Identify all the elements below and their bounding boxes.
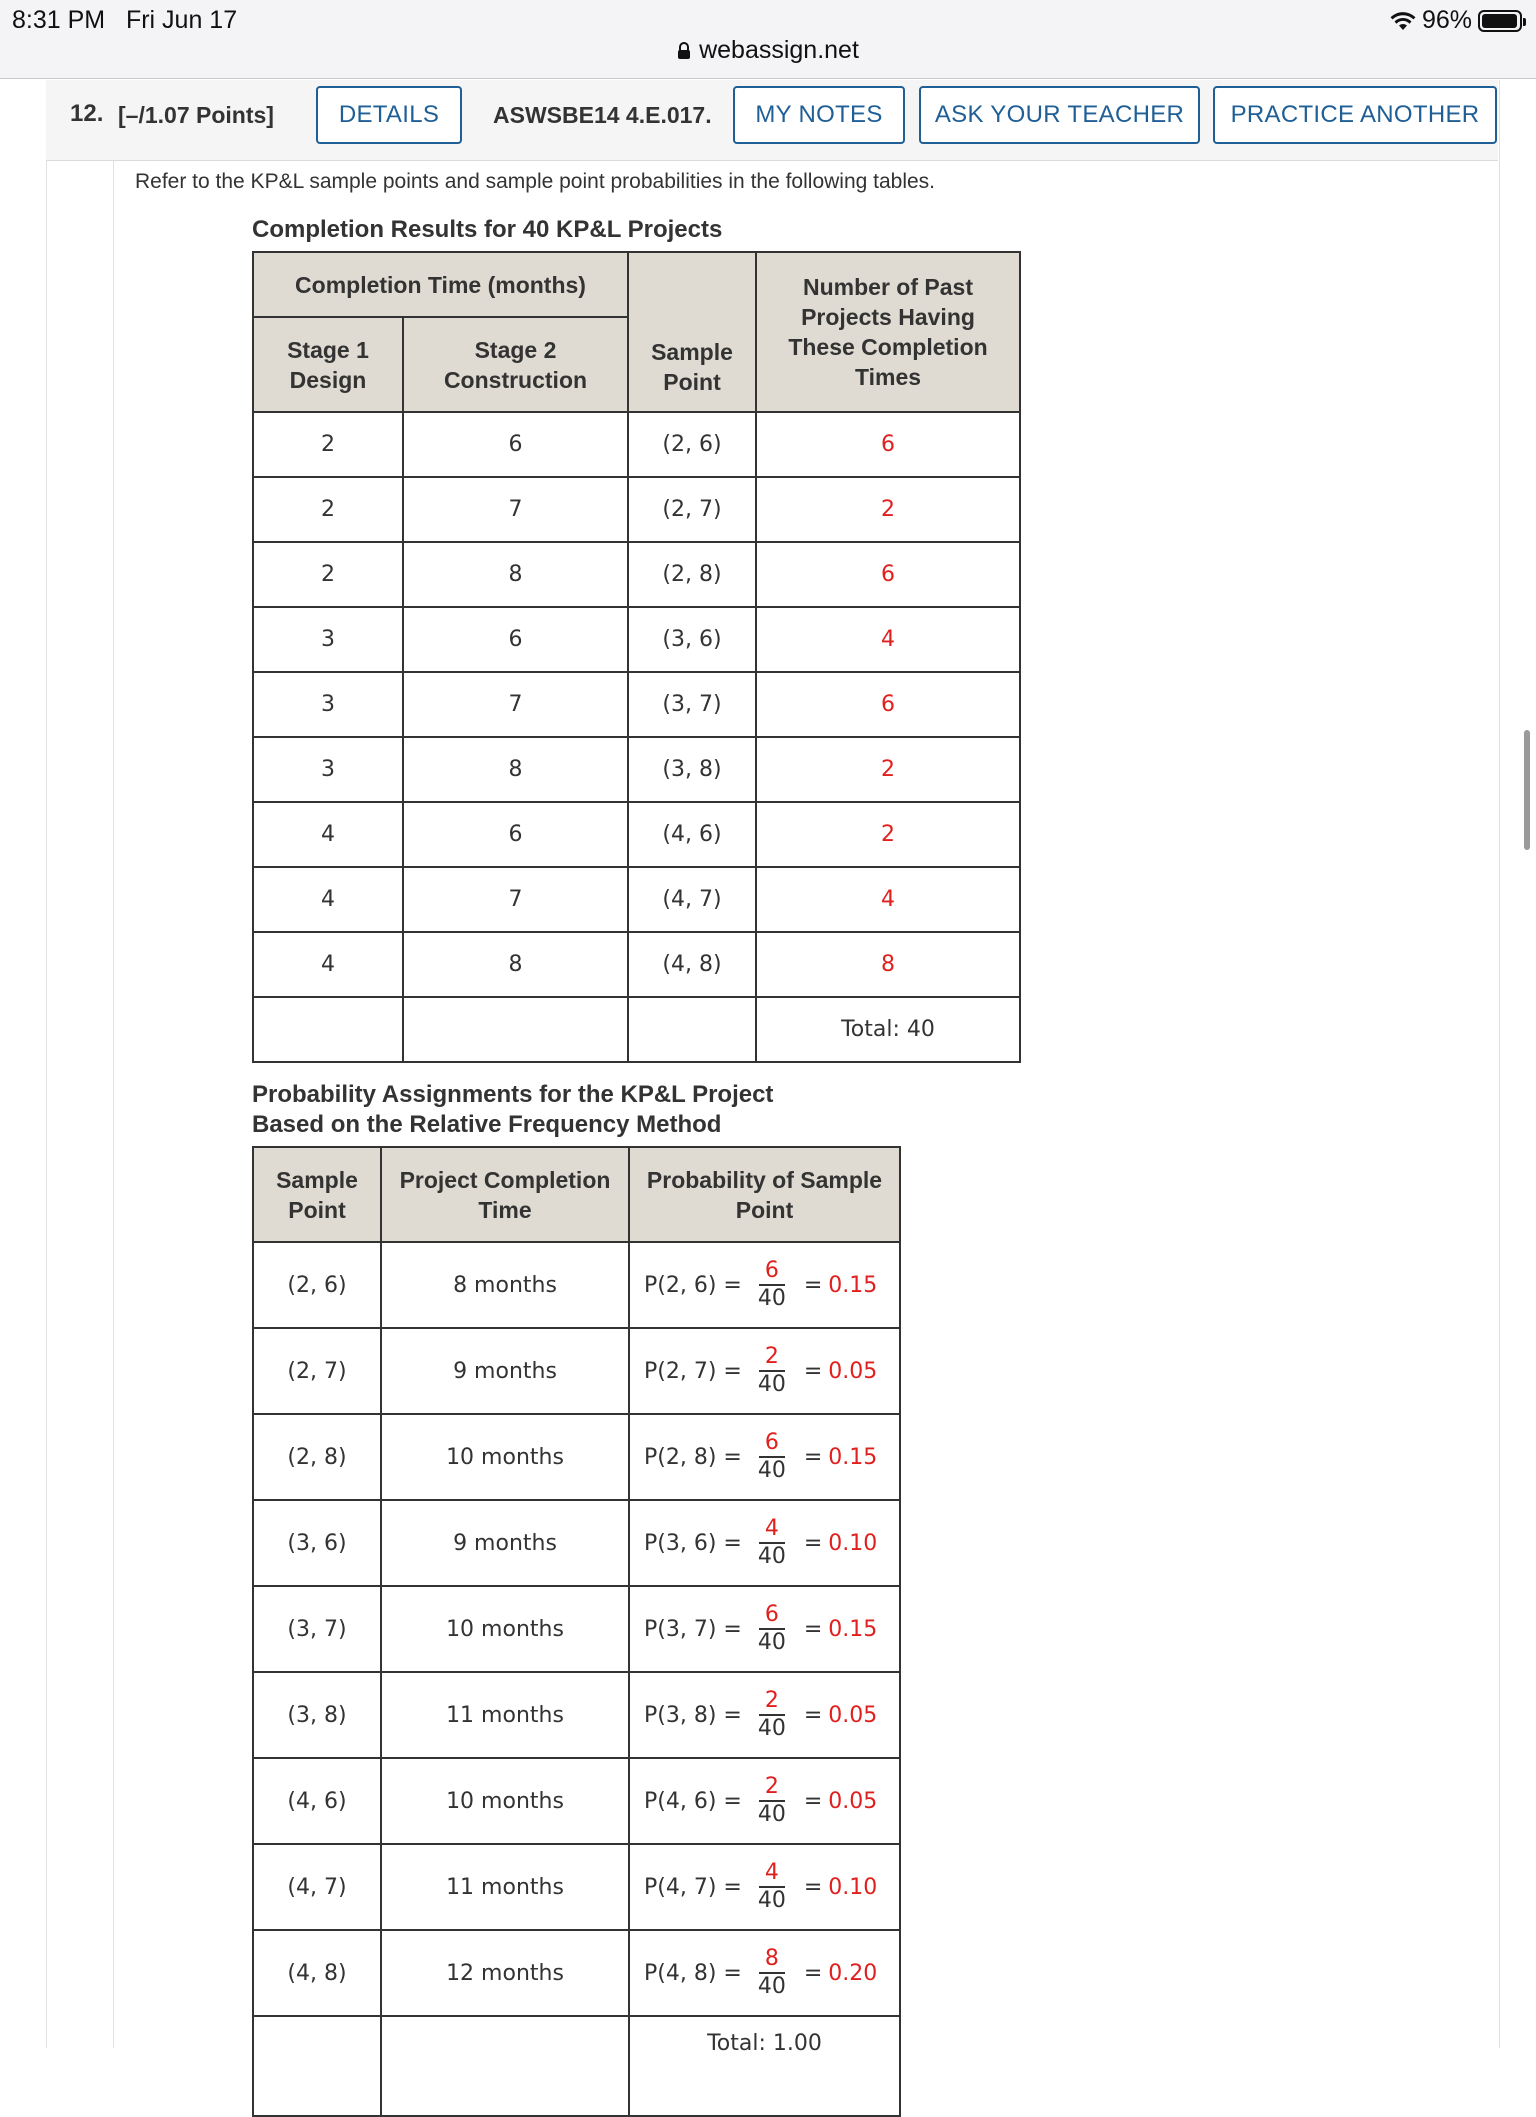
probability-cell	[629, 1844, 900, 1930]
total-probability: Total: 1.00	[629, 2016, 900, 2116]
fraction-numerator: 2	[759, 1344, 785, 1372]
table-row	[253, 1586, 900, 1672]
equals-sign: =	[803, 1358, 823, 1384]
stage2-cell: 6	[403, 607, 628, 672]
probability-label: P(3, 8) =	[644, 1702, 742, 1728]
fraction-numerator: 6	[759, 1602, 785, 1630]
empty-cell	[253, 997, 403, 1062]
empty-cell	[253, 2016, 381, 2116]
fraction-numerator: 2	[759, 1688, 785, 1716]
empty-cell	[628, 997, 756, 1062]
fraction	[752, 1344, 792, 1398]
probability-value: 0.20	[828, 1960, 878, 1986]
probability-label: P(2, 8) =	[644, 1444, 742, 1470]
fraction-numerator: 6	[759, 1258, 785, 1286]
table-row-total	[253, 2016, 900, 2116]
sample-point-cell: (2, 8)	[253, 1414, 381, 1500]
stage1-header: Stage 1 Design	[253, 317, 403, 412]
probability-cell	[629, 1758, 900, 1844]
date: Fri Jun 17	[125, 6, 238, 34]
table-row-total	[253, 997, 1020, 1062]
probability-cell	[629, 1500, 900, 1586]
probability-expression	[630, 1516, 877, 1570]
probability-label: P(4, 7) =	[644, 1874, 742, 1900]
clock: 8:31 PM	[12, 6, 106, 34]
sample-point-cell: (2, 6)	[628, 412, 756, 477]
completion-time-cell: 9 months	[381, 1328, 629, 1414]
probability-cell	[629, 1586, 900, 1672]
probability-expression	[630, 1946, 877, 2000]
probability-value: 0.10	[828, 1874, 878, 1900]
completion-results-table	[252, 251, 1021, 1063]
fraction	[752, 1602, 792, 1656]
url-bar[interactable]	[0, 36, 1536, 65]
completion-time-cell: 11 months	[381, 1672, 629, 1758]
table-row	[253, 607, 1020, 672]
sample-point-cell: (3, 6)	[253, 1500, 381, 1586]
sample-point-cell: (2, 6)	[253, 1242, 381, 1328]
fraction-numerator: 6	[759, 1430, 785, 1458]
probability-label: P(3, 7) =	[644, 1616, 742, 1642]
probability-expression	[630, 1688, 877, 1742]
stage1-cell: 3	[253, 672, 403, 737]
stage1-cell: 4	[253, 867, 403, 932]
stage2-cell: 7	[403, 672, 628, 737]
my-notes-button[interactable]: MY NOTES	[733, 86, 905, 144]
equals-sign: =	[803, 1960, 823, 1986]
url-text: webassign.net	[699, 36, 859, 64]
stage1-cell: 2	[253, 542, 403, 607]
sample-point-cell: (2, 7)	[628, 477, 756, 542]
fraction	[752, 1258, 792, 1312]
completion-time-header: Project Completion Time	[381, 1147, 629, 1242]
completion-time-header: Completion Time (months)	[253, 252, 628, 317]
fraction	[752, 1774, 792, 1828]
equals-sign: =	[803, 1530, 823, 1556]
practice-another-button[interactable]: PRACTICE ANOTHER	[1213, 86, 1497, 144]
fraction-numerator: 2	[759, 1774, 785, 1802]
probability-value: 0.15	[828, 1444, 878, 1470]
sample-point-cell: (3, 8)	[253, 1672, 381, 1758]
sample-point-cell: (4, 6)	[253, 1758, 381, 1844]
table2-caption	[252, 1080, 773, 1140]
project-count-cell: 4	[756, 867, 1020, 932]
probability-cell	[629, 1930, 900, 2016]
question-intro: Refer to the KP&L sample points and sample point probabilities in the following tables.	[135, 170, 936, 193]
table2-caption-line2: Based on the Relative Frequency Method	[252, 1111, 722, 1138]
project-count-cell: 2	[756, 737, 1020, 802]
question-points: [–/1.07 Points]	[118, 102, 274, 128]
completion-time-cell: 10 months	[381, 1758, 629, 1844]
probability-expression	[630, 1344, 877, 1398]
status-time	[12, 6, 237, 35]
stage2-cell: 6	[403, 412, 628, 477]
fraction-denominator: 40	[757, 1802, 786, 1827]
sample-point-cell: (3, 8)	[628, 737, 756, 802]
fraction-denominator: 40	[757, 1630, 786, 1655]
table-row	[253, 737, 1020, 802]
stage2-cell: 7	[403, 867, 628, 932]
equals-sign: =	[803, 1272, 823, 1298]
status-bar	[0, 0, 1536, 78]
table-row	[253, 867, 1020, 932]
sample-point-cell: (3, 7)	[628, 672, 756, 737]
probability-value: 0.15	[828, 1616, 878, 1642]
table-row	[253, 542, 1020, 607]
project-count-cell: 2	[756, 802, 1020, 867]
sample-point-cell: (2, 7)	[253, 1328, 381, 1414]
fraction-denominator: 40	[757, 1544, 786, 1569]
ask-your-teacher-button[interactable]: ASK YOUR TEACHER	[919, 86, 1200, 144]
stage2-cell: 8	[403, 542, 628, 607]
fraction-denominator: 40	[757, 1888, 786, 1913]
question-code: ASWSBE14 4.E.017.	[493, 102, 712, 128]
probability-label: P(3, 6) =	[644, 1530, 742, 1556]
equals-sign: =	[803, 1788, 823, 1814]
stage1-cell: 4	[253, 932, 403, 997]
probability-expression	[630, 1430, 877, 1484]
probability-value: 0.05	[828, 1358, 878, 1384]
stage2-cell: 8	[403, 737, 628, 802]
probability-expression	[630, 1860, 877, 1914]
probability-label: P(4, 6) =	[644, 1788, 742, 1814]
probability-label: P(2, 6) =	[644, 1272, 742, 1298]
battery-percent: 96%	[1421, 6, 1472, 34]
battery-icon	[1478, 10, 1522, 32]
equals-sign: =	[803, 1702, 823, 1728]
stage1-cell: 3	[253, 737, 403, 802]
probability-label: P(4, 8) =	[644, 1960, 742, 1986]
probability-cell	[629, 1242, 900, 1328]
table-row	[253, 932, 1020, 997]
sample-point-header: Sample Point	[253, 1147, 381, 1242]
sample-point-cell: (4, 7)	[253, 1844, 381, 1930]
table-row	[253, 1414, 900, 1500]
fraction	[752, 1860, 792, 1914]
fraction-denominator: 40	[757, 1974, 786, 1999]
table-row	[253, 1500, 900, 1586]
project-count-cell: 6	[756, 412, 1020, 477]
probability-header: Probability of Sample Point	[629, 1147, 900, 1242]
probability-value: 0.15	[828, 1272, 878, 1298]
empty-cell	[381, 2016, 629, 2116]
probability-value: 0.05	[828, 1702, 878, 1728]
stage2-cell: 6	[403, 802, 628, 867]
equals-sign: =	[803, 1444, 823, 1470]
fraction-numerator: 4	[759, 1516, 785, 1544]
status-indicators	[1390, 6, 1522, 35]
stage2-header: Stage 2 Construction	[403, 317, 628, 412]
fraction-numerator: 8	[759, 1946, 785, 1974]
total-projects: Total: 40	[756, 997, 1020, 1062]
fraction-denominator: 40	[757, 1372, 786, 1397]
stage1-cell: 4	[253, 802, 403, 867]
sample-point-cell: (4, 8)	[628, 932, 756, 997]
project-count-cell: 4	[756, 607, 1020, 672]
probability-cell	[629, 1414, 900, 1500]
completion-time-cell: 9 months	[381, 1500, 629, 1586]
fraction	[752, 1516, 792, 1570]
probability-expression	[630, 1602, 877, 1656]
fraction	[752, 1688, 792, 1742]
stage2-cell: 7	[403, 477, 628, 542]
probability-cell	[629, 1672, 900, 1758]
table-row	[253, 412, 1020, 477]
lock-icon	[677, 42, 691, 60]
battery-fill	[1482, 14, 1517, 28]
sample-point-cell: (4, 8)	[253, 1930, 381, 2016]
sample-point-cell: (3, 6)	[628, 607, 756, 672]
sample-point-cell: (2, 8)	[628, 542, 756, 607]
fraction-denominator: 40	[757, 1458, 786, 1483]
sample-point-cell: (4, 7)	[628, 867, 756, 932]
table-row	[253, 1930, 900, 2016]
sample-point-cell: (4, 6)	[628, 802, 756, 867]
table-row	[253, 802, 1020, 867]
probability-expression	[630, 1774, 877, 1828]
sample-point-cell: (3, 7)	[253, 1586, 381, 1672]
probability-table	[252, 1146, 901, 2117]
probability-value: 0.10	[828, 1530, 878, 1556]
probability-value: 0.05	[828, 1788, 878, 1814]
project-count-cell: 6	[756, 542, 1020, 607]
table-row	[253, 672, 1020, 737]
empty-cell	[403, 997, 628, 1062]
table-row	[253, 1242, 900, 1328]
project-count-cell: 8	[756, 932, 1020, 997]
stage1-cell: 3	[253, 607, 403, 672]
fraction-numerator: 4	[759, 1860, 785, 1888]
table-row	[253, 1672, 900, 1758]
stage2-cell: 8	[403, 932, 628, 997]
wifi-icon	[1390, 11, 1416, 31]
table2-caption-line1: Probability Assignments for the KP&L Project	[252, 1081, 774, 1108]
fraction	[752, 1430, 792, 1484]
stage1-cell: 2	[253, 477, 403, 542]
chrome-divider	[0, 78, 1536, 79]
probability-cell	[629, 1328, 900, 1414]
project-count-cell: 6	[756, 672, 1020, 737]
table-row	[253, 1758, 900, 1844]
project-count-header: Number of Past Projects Having These Completion Times	[756, 252, 1020, 412]
completion-time-cell: 10 months	[381, 1414, 629, 1500]
equals-sign: =	[803, 1616, 823, 1642]
fraction-denominator: 40	[757, 1716, 786, 1741]
project-count-cell: 2	[756, 477, 1020, 542]
scrollbar[interactable]	[1524, 730, 1530, 850]
completion-time-cell: 12 months	[381, 1930, 629, 2016]
table1-caption: Completion Results for 40 KP&L Projects	[252, 216, 723, 243]
fraction	[752, 1946, 792, 2000]
stage1-cell: 2	[253, 412, 403, 477]
probability-label: P(2, 7) =	[644, 1358, 742, 1384]
completion-time-cell: 8 months	[381, 1242, 629, 1328]
probability-expression	[630, 1258, 877, 1312]
question-number: 12.	[70, 100, 104, 127]
equals-sign: =	[803, 1874, 823, 1900]
completion-time-cell: 10 months	[381, 1586, 629, 1672]
table-row	[253, 1328, 900, 1414]
details-button[interactable]: DETAILS	[316, 86, 462, 144]
completion-time-cell: 11 months	[381, 1844, 629, 1930]
table-row	[253, 477, 1020, 542]
table-row	[253, 1844, 900, 1930]
sample-point-header: Sample Point	[628, 252, 756, 412]
fraction-denominator: 40	[757, 1286, 786, 1311]
